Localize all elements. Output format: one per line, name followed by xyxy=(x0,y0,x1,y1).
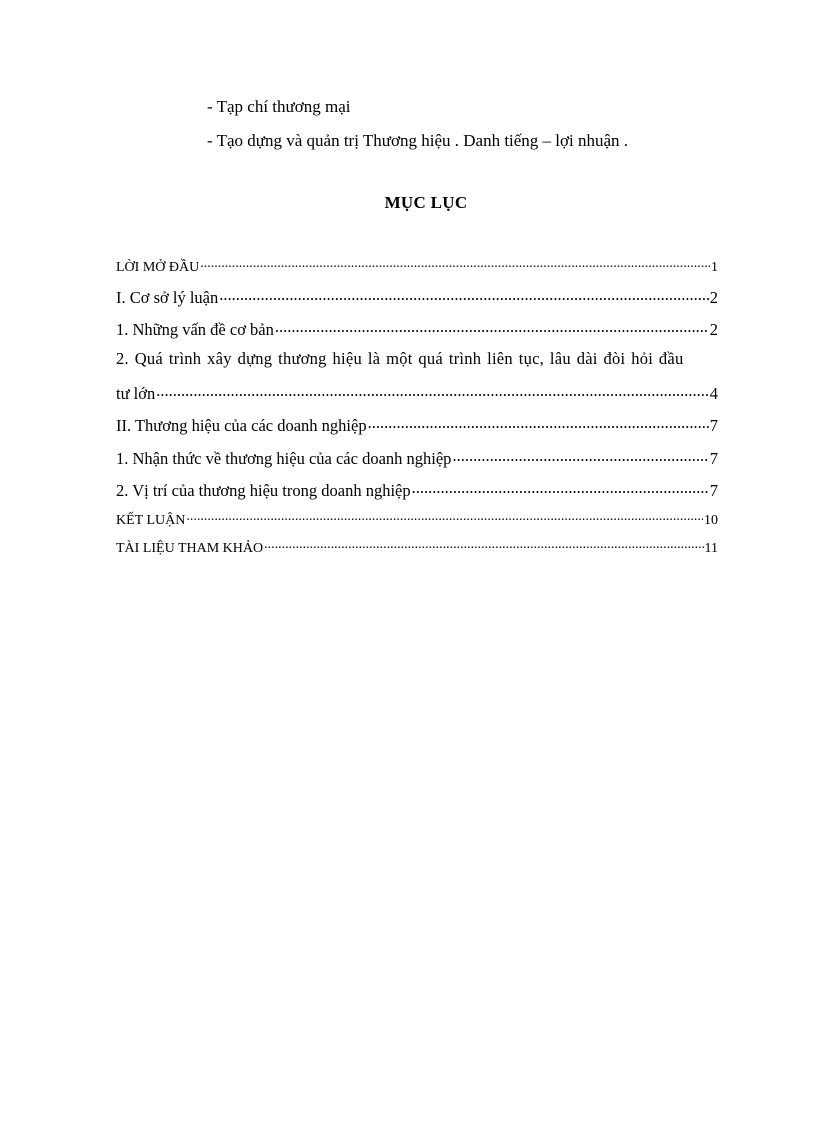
toc-entry-page: 4 xyxy=(709,383,718,403)
toc-entry xyxy=(116,510,718,530)
toc-entry xyxy=(116,447,718,469)
toc-leader-dots xyxy=(186,510,703,524)
toc-entry xyxy=(116,318,718,340)
toc-entry-label: II. Thương hiệu của các doanh nghiệp xyxy=(116,415,367,435)
toc-entry-label: KẾT LUẬN xyxy=(116,513,186,528)
toc-leader-dots xyxy=(219,286,709,303)
toc-entry xyxy=(116,286,718,308)
toc-entry xyxy=(116,479,718,501)
toc-leader-dots xyxy=(275,318,709,335)
reference-item: - Tạp chí thương mại xyxy=(207,97,351,116)
toc-heading: MỤC LỤC xyxy=(384,193,468,212)
toc-entry-label: tư lớn xyxy=(116,383,156,403)
toc-entry-label: LỜI MỞ ĐẦU xyxy=(116,260,200,275)
toc-entry-label: I. Cơ sở lý luận xyxy=(116,287,219,307)
toc-leader-dots xyxy=(156,382,709,399)
toc-entry-page: 11 xyxy=(704,541,718,556)
toc-entry xyxy=(116,414,718,436)
toc-entry-label-line1: 2. Quá trình xây dựng thương hiệu là một quá trình liên tục, lâu dài đòi hỏi đầu xyxy=(116,349,684,368)
toc-entry-page: 7 xyxy=(709,448,718,468)
toc-entry-label: 1. Nhận thức về thương hiệu của các doanh nghiệp xyxy=(116,448,452,468)
toc-entry xyxy=(116,382,718,404)
toc-leader-dots xyxy=(412,479,709,496)
toc-entry-page: 7 xyxy=(709,480,718,500)
toc-entry-page: 1 xyxy=(711,260,718,275)
toc-entry-page: 7 xyxy=(709,415,718,435)
toc-entry-label: 1. Những vấn đề cơ bản xyxy=(116,319,274,339)
toc-entry xyxy=(116,257,718,277)
toc-leader-dots xyxy=(452,447,708,464)
toc-leader-dots xyxy=(264,538,703,552)
toc-entry-label: TÀI LIỆU THAM KHẢO xyxy=(116,541,264,556)
reference-item: - Tạo dựng và quản trị Thương hiệu . Danh tiếng – lợi nhuận . xyxy=(207,131,629,150)
toc-entry-page: 2 xyxy=(709,319,718,339)
toc-entry-label: 2. Vị trí của thương hiệu trong doanh nghiệp xyxy=(116,480,411,500)
toc-entry-page: 10 xyxy=(704,513,718,528)
toc-entry-page: 2 xyxy=(709,287,718,307)
toc-entry xyxy=(116,538,718,558)
toc-leader-dots xyxy=(200,257,710,271)
toc-leader-dots xyxy=(368,414,709,431)
